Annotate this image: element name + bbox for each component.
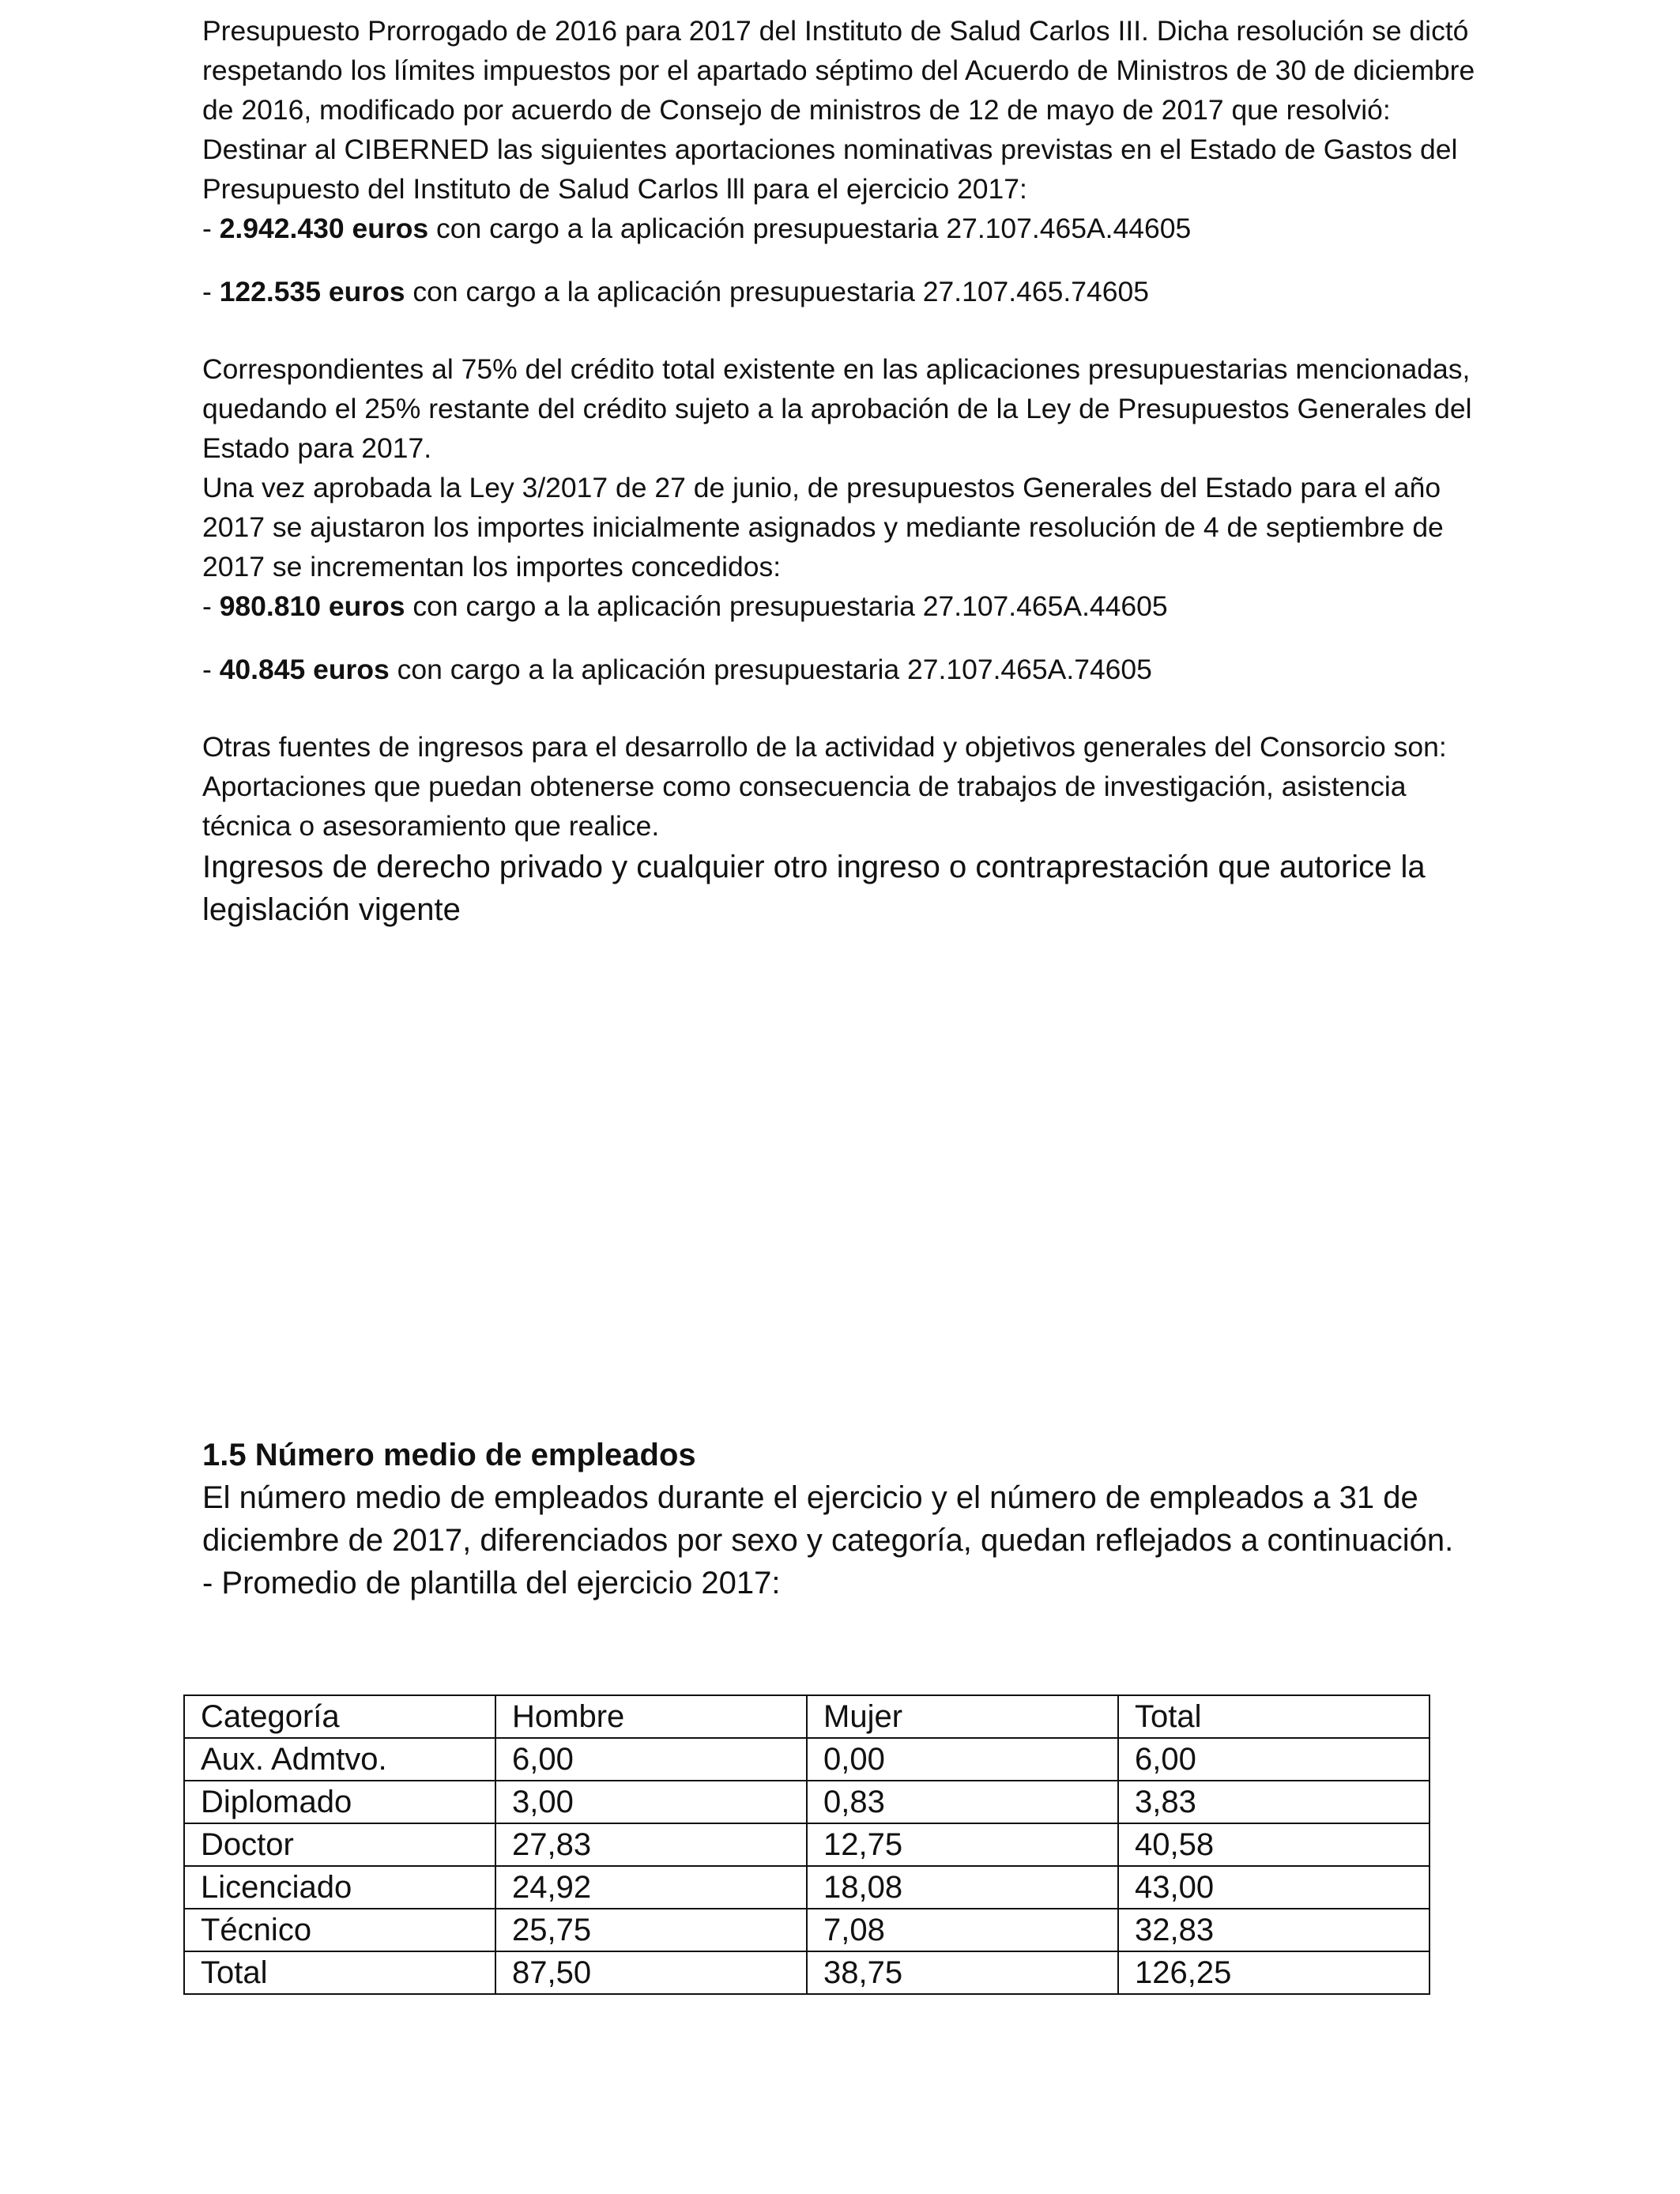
- table-row: [184, 1823, 1430, 1866]
- header-cell: Hombre: [495, 1695, 807, 1738]
- list-dash: -: [202, 590, 220, 622]
- paragraph-presupuesto-prorrogado: Presupuesto Prorrogado de 2016 para 2017 del Instituto de Salud Carlos III. Dicha resolución se dictó respetando los límites impuestos por el apartado séptimo del Acuerdo de Ministros de 30 de diciembre de 2016, modificado por acuerdo de Consejo de ministros de 12 de mayo de 2017 que resolvió:: [202, 15, 1475, 126]
- table-cell: 18,08: [807, 1866, 1118, 1909]
- table-total-row: [184, 1951, 1430, 1994]
- table-cell: 24,92: [495, 1866, 807, 1909]
- section-subtitle: - Promedio de plantilla del ejercicio 2017:: [202, 1566, 781, 1600]
- table-cell: Técnico: [184, 1909, 495, 1951]
- table-cell: 40,58: [1118, 1823, 1430, 1866]
- list-item-amount: [202, 586, 1482, 626]
- table-cell: 0,00: [807, 1738, 1118, 1781]
- section-empleados: [202, 1434, 1482, 1604]
- table-cell: Aux. Admtvo.: [184, 1738, 495, 1781]
- paragraph-otras-fuentes: Otras fuentes de ingresos para el desarrollo de la actividad y objetivos generales del Consorcio son:: [202, 731, 1447, 763]
- paragraph-ingresos-derecho-privado: Ingresos de derecho privado y cualquier otro ingreso o contraprestación que autorice la legislación vigente: [202, 850, 1426, 927]
- table-cell: Doctor: [184, 1823, 495, 1866]
- list-dash: -: [202, 213, 220, 244]
- header-cell: Mujer: [807, 1695, 1118, 1738]
- amount-bold: 2.942.430 euros: [219, 213, 429, 244]
- table-cell: 3,83: [1118, 1781, 1430, 1823]
- paragraph-correspondientes: Correspondientes al 75% del crédito total existente en las aplicaciones presupuestarias mencionadas, quedando el 25% restante del crédito sujeto a la aprobación de la Ley de Presupuestos Generales del Estado para 2017.: [202, 353, 1472, 464]
- list-item-amount: [202, 209, 1482, 248]
- paragraph-destinar-ciberned: Destinar al CIBERNED las siguientes aportaciones nominativas previstas en el Estado de Gastos del Presupuesto del Instituto de Salud Carlos lll para el ejercicio 2017:: [202, 134, 1458, 205]
- table-cell: 32,83: [1118, 1909, 1430, 1951]
- amount-description: con cargo a la aplicación presupuestaria 27.107.465A.74605: [389, 654, 1152, 685]
- table-cell: 87,50: [495, 1951, 807, 1994]
- table-cell: 0,83: [807, 1781, 1118, 1823]
- paragraph-ley-aprobada: Una vez aprobada la Ley 3/2017 de 27 de junio, de presupuestos Generales del Estado para el año 2017 se ajustaron los importes inicialmente asignados y mediante resolución de 4 de septiembre de 2017 se incrementan los importes concedidos:: [202, 472, 1444, 582]
- table-cell: 38,75: [807, 1951, 1118, 1994]
- amount-description: con cargo a la aplicación presupuestaria 27.107.465A.44605: [428, 213, 1192, 244]
- table-cell: 6,00: [1118, 1738, 1430, 1781]
- section-intro: El número medio de empleados durante el ejercicio y el número de empleados a 31 de diciembre de 2017, diferenciados por sexo y categoría, quedan reflejados a continuación.: [202, 1480, 1454, 1558]
- header-cell: Categoría: [184, 1695, 495, 1738]
- table-header-row: [184, 1695, 1430, 1738]
- amount-description: con cargo a la aplicación presupuestaria 27.107.465.74605: [405, 276, 1149, 307]
- table-cell: Licenciado: [184, 1866, 495, 1909]
- list-dash: -: [202, 276, 220, 307]
- table-cell: 7,08: [807, 1909, 1118, 1951]
- table-cell: 43,00: [1118, 1866, 1430, 1909]
- table-cell: Total: [184, 1951, 495, 1994]
- table-cell: 12,75: [807, 1823, 1118, 1866]
- table-cell: 126,25: [1118, 1951, 1430, 1994]
- paragraph-aportaciones: Aportaciones que puedan obtenerse como consecuencia de trabajos de investigación, asistencia técnica o asesoramiento que realice.: [202, 771, 1407, 842]
- list-dash: -: [202, 654, 220, 685]
- document-body: [202, 11, 1482, 931]
- table-row: [184, 1781, 1430, 1823]
- employees-table: [183, 1695, 1430, 1995]
- amount-bold: 980.810 euros: [219, 590, 405, 622]
- list-item-amount: [202, 272, 1482, 311]
- amount-description: con cargo a la aplicación presupuestaria 27.107.465A.44605: [405, 590, 1168, 622]
- table-row: [184, 1738, 1430, 1781]
- table-row: [184, 1866, 1430, 1909]
- table-cell: 25,75: [495, 1909, 807, 1951]
- header-cell: Total: [1118, 1695, 1430, 1738]
- table-row: [184, 1909, 1430, 1951]
- amount-bold: 40.845 euros: [219, 654, 390, 685]
- list-item-amount: [202, 650, 1482, 689]
- section-title: 1.5 Número medio de empleados: [202, 1438, 696, 1472]
- table-cell: 3,00: [495, 1781, 807, 1823]
- table-cell: Diplomado: [184, 1781, 495, 1823]
- table-cell: 6,00: [495, 1738, 807, 1781]
- table-cell: 27,83: [495, 1823, 807, 1866]
- amount-bold: 122.535 euros: [219, 276, 405, 307]
